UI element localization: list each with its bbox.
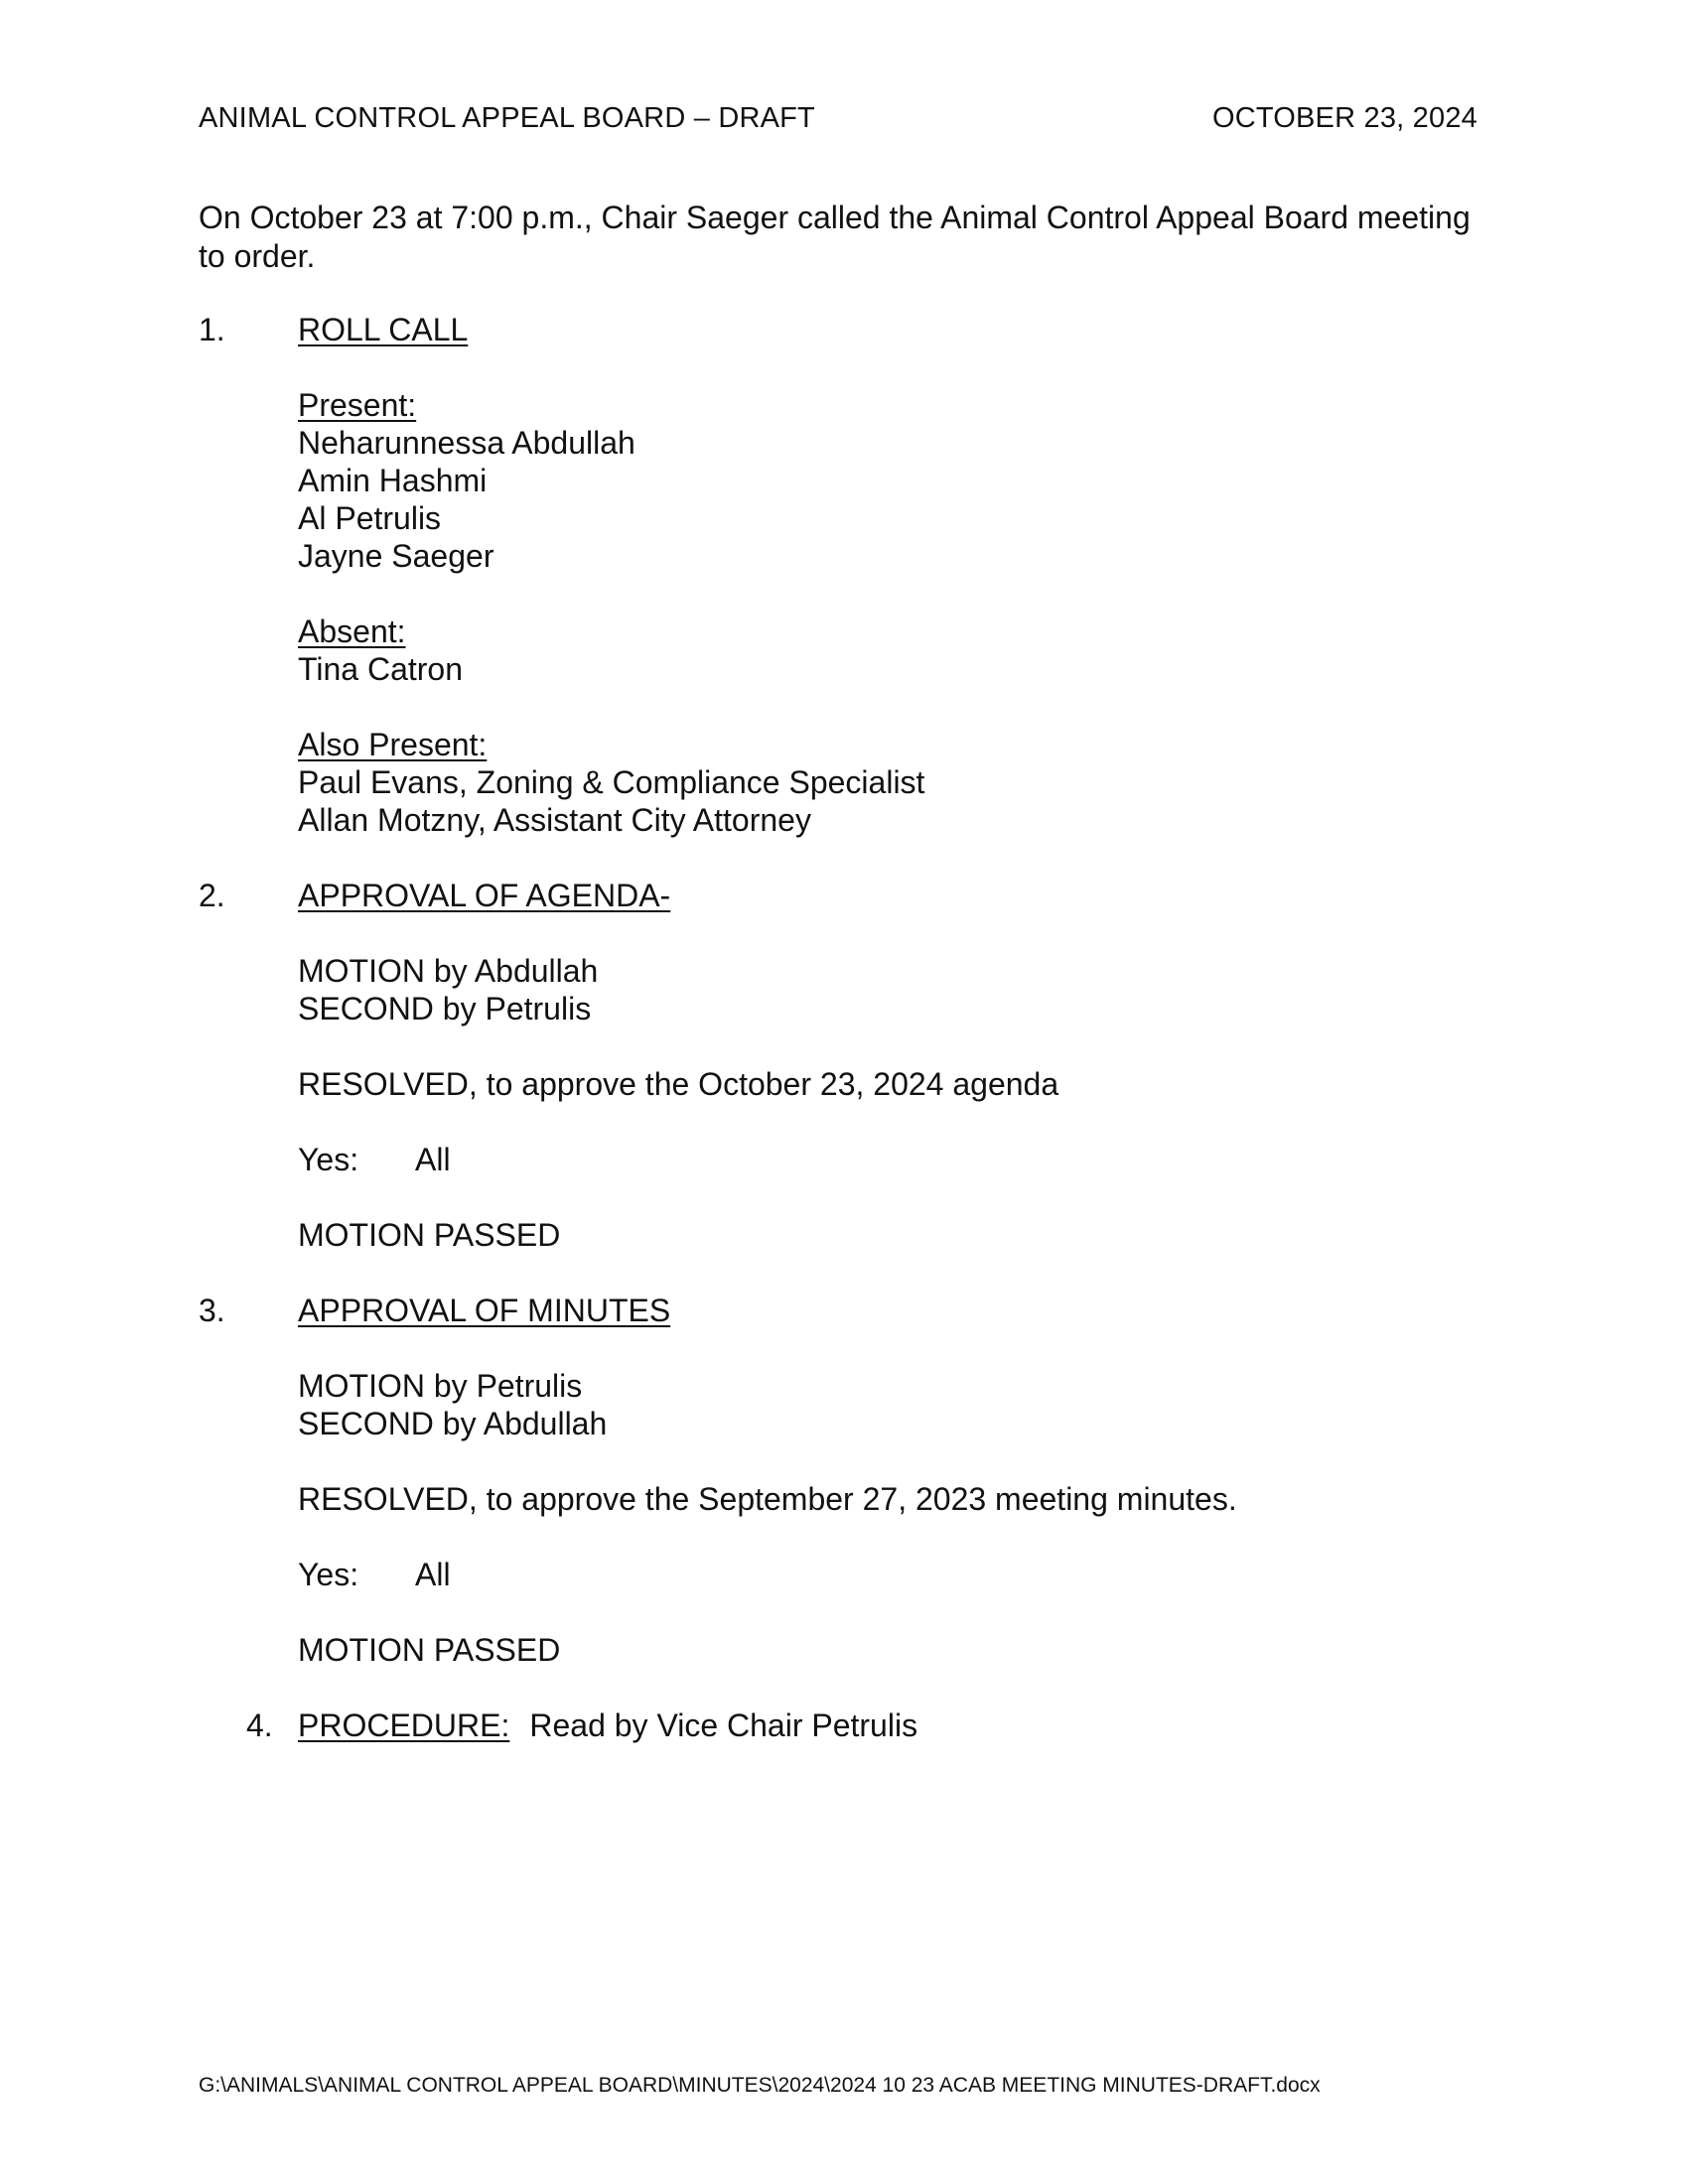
vote-yes-value: All bbox=[415, 1557, 451, 1592]
minutes-result: MOTION PASSED bbox=[298, 1632, 561, 1668]
minutes-resolved: RESOLVED, to approve the September 27, 2023 meeting minutes. bbox=[298, 1481, 1237, 1517]
also-present-member: Allan Motzny, Assistant City Attorney bbox=[298, 802, 811, 838]
present-member: Amin Hashmi bbox=[298, 463, 488, 498]
minutes-vote bbox=[298, 1556, 451, 1593]
section-procedure bbox=[298, 1706, 917, 1744]
agenda-second: SECOND by Petrulis bbox=[298, 991, 592, 1026]
present-member: Al Petrulis bbox=[298, 500, 442, 536]
vote-yes-label: Yes: bbox=[298, 1557, 359, 1592]
also-present-member: Paul Evans, Zoning & Compliance Specialist bbox=[298, 764, 925, 800]
file-path-footer: G:\ANIMALS\ANIMAL CONTROL APPEAL BOARD\MINUTES\2024\2024 10 23 ACAB MEETING MINUTES-DRAFT.docx bbox=[199, 2074, 1321, 2097]
section-title-procedure: PROCEDURE: bbox=[298, 1707, 510, 1743]
section-number-roll-call: 1. bbox=[199, 312, 225, 347]
agenda-result: MOTION PASSED bbox=[298, 1217, 561, 1253]
vote-yes-value: All bbox=[415, 1142, 451, 1177]
present-member: Neharunnessa Abdullah bbox=[298, 425, 635, 461]
minutes-motion: MOTION by Petrulis bbox=[298, 1368, 583, 1404]
agenda-resolved: RESOLVED, to approve the October 23, 2024 agenda bbox=[298, 1066, 1059, 1102]
procedure-text: Read by Vice Chair Petrulis bbox=[529, 1707, 918, 1743]
section-title-minutes: APPROVAL OF MINUTES bbox=[298, 1293, 671, 1328]
section-number-minutes: 3. bbox=[199, 1293, 225, 1328]
section-title-roll-call: ROLL CALL bbox=[298, 312, 469, 347]
header-date: OCTOBER 23, 2024 bbox=[1211, 102, 1477, 134]
present-label: Present: bbox=[298, 387, 417, 423]
absent-label: Absent: bbox=[298, 614, 406, 649]
intro-paragraph: On October 23 at 7:00 p.m., Chair Saeger called the Animal Control Appeal Board meeting to order. bbox=[199, 200, 1471, 274]
section-number-procedure: 4. bbox=[246, 1707, 273, 1743]
agenda-motion: MOTION by Abdullah bbox=[298, 953, 599, 989]
section-title-agenda: APPROVAL OF AGENDA- bbox=[298, 878, 671, 913]
also-present-label: Also Present: bbox=[298, 727, 488, 762]
minutes-second: SECOND by Abdullah bbox=[298, 1406, 608, 1441]
present-member: Jayne Saeger bbox=[298, 538, 494, 574]
absent-member: Tina Catron bbox=[298, 651, 463, 687]
vote-yes-label: Yes: bbox=[298, 1142, 359, 1177]
agenda-vote bbox=[298, 1141, 451, 1178]
section-number-agenda: 2. bbox=[199, 878, 225, 913]
header-title: ANIMAL CONTROL APPEAL BOARD – DRAFT bbox=[199, 102, 815, 134]
